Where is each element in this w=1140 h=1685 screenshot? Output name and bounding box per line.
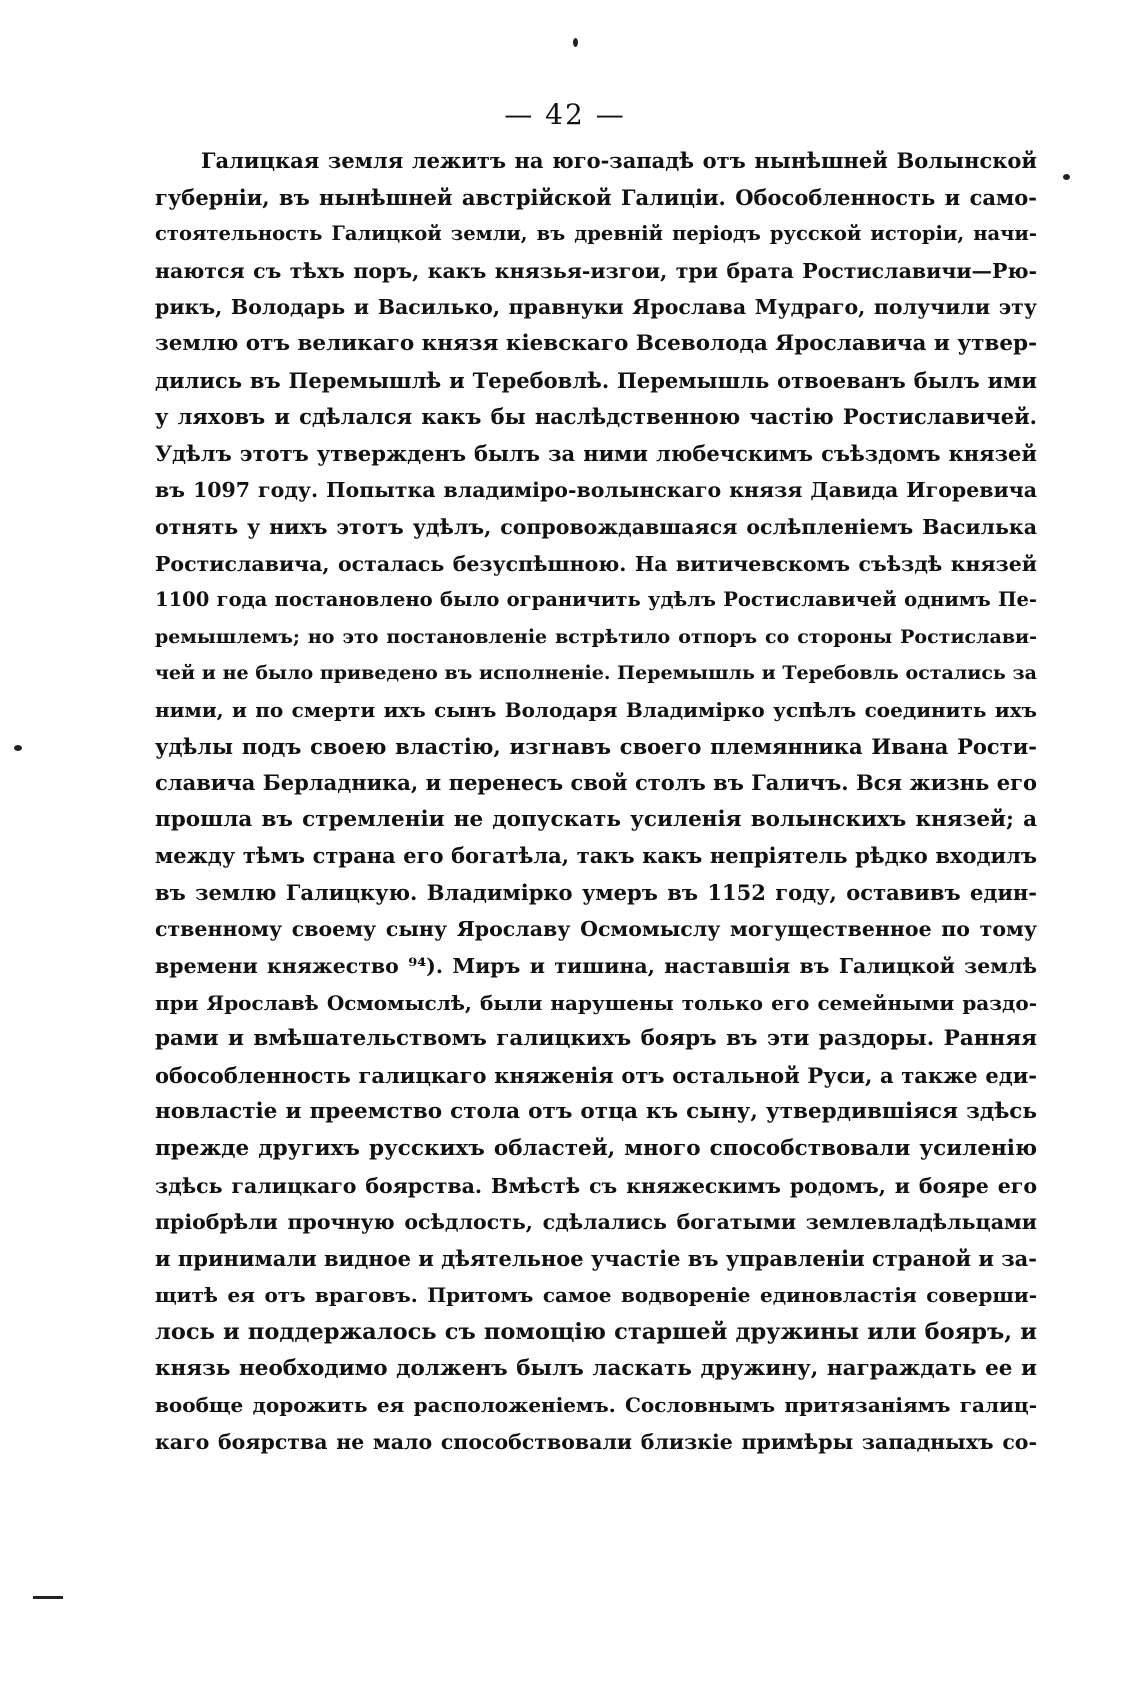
text-line: землю отъ великаго князя кіевскаго Всеволода Ярославича и утвер- <box>155 330 1037 356</box>
text-line: Галицкая земля лежитъ на юго-западѣ отъ нынѣшней Волынской <box>201 148 1037 173</box>
text-line: князь необходимо долженъ былъ ласкать дружину, награждать ее и <box>155 1355 1037 1381</box>
text-line: ними, и по смерти ихъ сынъ Володаря Владимірко успѣлъ соединить ихъ <box>155 697 1037 722</box>
body-text <box>155 143 1037 1460</box>
text-line: между тѣмъ страна его богатѣла, такъ какъ непріятель рѣдко входилъ <box>155 843 1037 869</box>
text-line: въ землю Галицкую. Владимірко умеръ въ 1152 году, оставивъ един- <box>155 879 1037 905</box>
text-line: чей и не было приведено въ исполненіе. Перемышль и Теребовль остались за <box>155 662 1037 685</box>
text-line: новластіе и преемство стола отъ отца къ сыну, утвердившіяся здѣсь <box>155 1099 1037 1125</box>
text-line: ремышлемъ; но это постановленіе встрѣтило отпоръ со стороны Ростислави- <box>155 625 1037 648</box>
text-line: вообще дорожить ея расположеніемъ. Сословнымъ притязаніямъ галиц- <box>155 1393 1037 1418</box>
text-line: въ 1097 году. Попытка владиміро-волынскаго князя Давида Игоревича <box>155 478 1037 503</box>
text-line: Ростиславича, осталась безуспѣшною. На витичевскомъ съѣздѣ князей <box>155 551 1037 576</box>
text-line: стоятельность Галицкой земли, въ древній періодъ русской исторіи, начи- <box>155 222 1037 246</box>
text-line: славича Берладника, и перенесъ свой столъ въ Галичъ. Вся жизнь его <box>155 770 1037 796</box>
text-line: времени княжество ⁹⁴). Миръ и тишина, наставшія въ Галицкой землѣ <box>155 954 1037 979</box>
text-line: наются съ тѣхъ поръ, какъ князья-изгои, три брата Ростиславичи—Рю- <box>155 258 1037 283</box>
page-number: — 42 — <box>504 98 626 131</box>
text-line: рикъ, Володарь и Василько, правнуки Ярослава Мудраго, получили эту <box>155 295 1037 320</box>
text-line: пріобрѣли прочную осѣдлость, сдѣлались богатыми землевладѣльцами <box>155 1210 1037 1235</box>
text-line: у ляховъ и сдѣлался какъ бы наслѣдственною частію Ростиславичей. <box>155 404 1037 430</box>
text-line: здѣсь галицкаго боярства. Вмѣстѣ съ княжескимъ родомъ, и бояре его <box>155 1173 1037 1198</box>
text-line: ственному своему сыну Ярославу Осмомыслу могущественное по тому <box>155 917 1037 942</box>
text-line: щитѣ ея отъ враговъ. Притомъ самое водвореніе единовластія соверши- <box>155 1283 1037 1308</box>
scan-speck <box>573 38 578 47</box>
text-line: рами и вмѣшательствомъ галицкихъ бояръ въ эти раздоры. Ранняя <box>155 1026 1037 1052</box>
text-line: отнять у нихъ этотъ удѣлъ, сопровождавшаяся ослѣпленіемъ Василька <box>155 514 1037 539</box>
scan-speck <box>1063 174 1070 180</box>
text-line: каго боярства не мало способствовали близкіе примѣры западныхъ со- <box>155 1429 1037 1454</box>
scan-mark <box>33 1596 63 1599</box>
text-line: прежде другихъ русскихъ областей, много способствовали усиленію <box>155 1136 1037 1162</box>
text-line: Удѣлъ этотъ утвержденъ былъ за ними любечскимъ съѣздомъ князей <box>155 440 1037 466</box>
scan-speck <box>14 745 22 751</box>
text-line: лось и поддержалось съ помощію старшей дружины или бояръ, и <box>155 1319 1037 1345</box>
text-line: губерніи, въ нынѣшней австрійской Галиціи. Обособленность и само- <box>155 184 1037 210</box>
text-line: при Ярославѣ Осмомыслѣ, были нарушены только его семейными раздо- <box>155 990 1037 1015</box>
text-line: удѣлы подъ своею властію, изгнавъ своего племянника Ивана Рости- <box>155 733 1037 759</box>
text-line: и принимали видное и дѣятельное участіе въ управленіи страной и за- <box>155 1245 1037 1271</box>
text-line: 1100 года постановлено было ограничить удѣлъ Ростиславичей однимъ Пе- <box>155 588 1037 612</box>
text-line: прошла въ стремленіи не допускать усиленія волынскихъ князей; а <box>155 806 1037 832</box>
text-line: обособленность галицкаго княженія отъ остальной Руси, а также еди- <box>155 1062 1037 1088</box>
text-line: дились въ Перемышлѣ и Теребовлѣ. Перемышль отвоеванъ былъ ими <box>155 367 1037 393</box>
